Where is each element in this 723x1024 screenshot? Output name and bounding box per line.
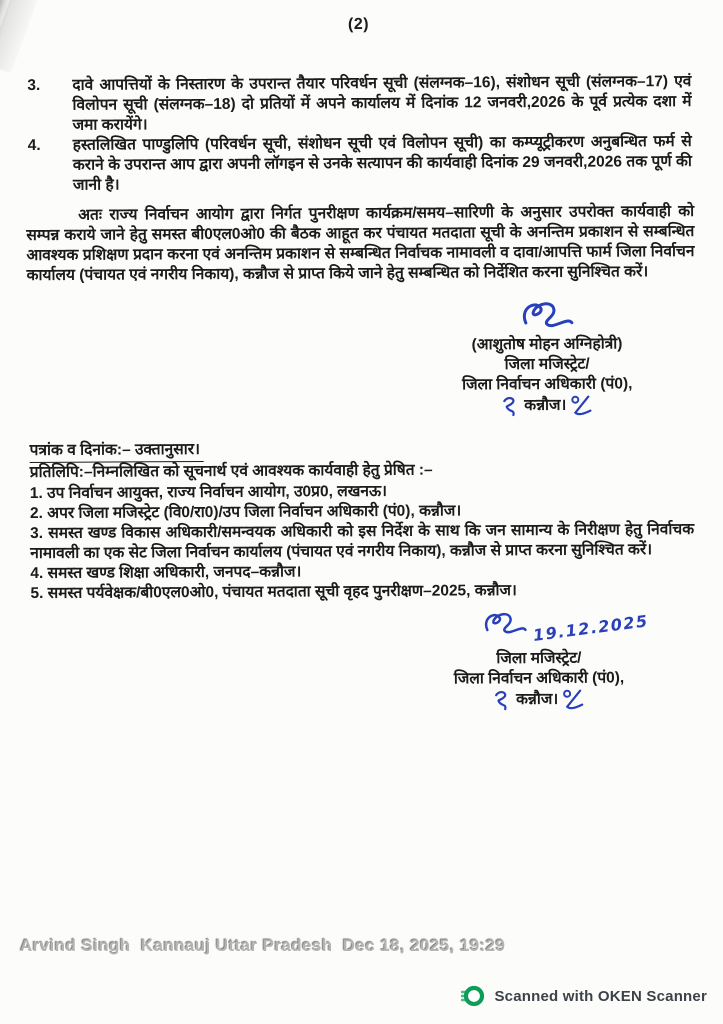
signatory-place-line [389,688,689,712]
signatory-place: कन्नौज। [516,690,559,709]
ink-initial-right-icon [562,689,586,711]
signatory-title-2: जिला निर्वाचन अधिकारी (पं0), [461,375,633,394]
ink-initial-left-icon [492,689,512,711]
copy-item: 2. अपर जिला मजिस्ट्रेट (वि0/रा0)/उप जिला निर्वाचन अधिकारी (पं0), कन्नौज। [29,502,462,523]
scanner-footer-label: Scanned with OKEN Scanner [494,987,707,1005]
signature-block-secondary [389,608,690,712]
copy-item: 5. समस्त पर्यवेक्षक/बी0एल0ओ0, पंचायत मतदाता सूची वृहद पुनरीक्षण–2025, कन्नौज। [30,582,517,603]
copy-item: 4. समस्त खण्ड शिक्षा अधिकारी, जनपद–कन्नौज। [30,563,302,583]
reference-line-wrap [30,440,204,463]
list-item-number: 3. [27,76,41,95]
numbered-directive-list [27,72,692,196]
signatory-name: (आशुतोष मोहन अग्निहोत्री) [471,335,623,354]
list-item-text: हस्तलिखित पाण्डुलिपि (परिवर्धन सूची, संशोधन सूची एवं विलोपन सूची) का कम्प्यूट्रीकरण अनुबन्धित फर्म से कराने के उपरान्त आप द्वारा अपनी लॉगइन से उनके सत्यापन की कार्यवाही दिनांक 29 जनवरी,2026 तक पूर्ण की जानी है। [72,132,692,194]
list-item [28,132,692,196]
copy-to-list [30,480,695,604]
scanner-footer [461,984,707,1008]
copy-item: 1. उप निर्वाचन आयुक्त, राज्य निर्वाचन आयोग, उ0प्र0, लखनऊ। [29,482,388,503]
list-item [27,72,691,136]
list-item-number: 4. [27,136,41,155]
oken-scanner-logo-icon [461,984,485,1008]
copy-item: 3. समस्त खण्ड विकास अधिकारी/समन्वयक अधिकारी को इस निर्देश के साथ कि जन सामान्य के निरीक्षण हेतु निर्वाचक नामावली का एक सेट जिला निर्वाचन कार्यालय (पंचायत एवं नगरीय निकाय), कन्नौज से प्राप्त करना सुनिश्चित करें। [30,520,695,563]
scan-watermark: Arvind Singh Kannauj Uttar Pradesh Dec 18, 2025, 19:29 [20,936,506,955]
signature-ink-row [389,608,689,650]
page-number: (2) [347,15,370,34]
signatory-place-line [397,394,697,418]
signatory-place: कन्नौज। [524,396,567,415]
signature-ink-icon [481,609,529,639]
reference-line: पत्रांक व दिनांक:– उक्तानुसार। [30,440,204,463]
ink-initial-right-icon [570,395,594,417]
closing-paragraph: अतः राज्य निर्वाचन आयोग द्वारा निर्गत पुनरीक्षण कार्यक्रम/समय–सारिणी के अनुसार उपरोक्त कार्यवाही को सम्पन्न कराये जाने हेतु समस्त बी0एल0ओ0 की बैठक आहूत कर पंचायत मतदाता सूची के अनन्तिम प्रकाशन से सम्बन्धित आवश्यक प्रशिक्षण प्रदान करना एवं अनन्तिम प्रकाशन से सम्बन्धित निर्वाचक नामावली व दावा/आपत्ति फार्म जिला निर्वाचन कार्यालय (पंचायत एवं नगरीय निकाय), कन्नौज से प्राप्त किये जाने हेतु सम्बन्धित को निर्देशित करना सुनिश्चित करें। [26,202,695,285]
handwritten-date: 19.12.2025 [531,611,650,645]
list-item-text: दावे आपत्तियों के निस्तारण के उपरान्त तैयार परिवर्धन सूची (संलग्नक–16), संशोधन सूची (संलग्नक–17) एवं विलोपन सूची (संलग्नक–18) दो प्रतियों में अपने कार्यालय में दिनांक 12 जनवरी,2026 के पूर्व प्रत्येक दशा में जमा करायेंगे। [72,72,692,134]
signature-ink-row [397,298,697,336]
copy-to-heading: प्रतिलिपि:–निम्नलिखित को सूचनार्थ एवं आवश्यक कार्यवाही हेतु प्रेषित :– [29,461,433,482]
signatory-title-1: जिला मजिस्ट्रेट/ [504,355,590,374]
ink-initial-left-icon [500,395,520,417]
signature-ink-icon [518,299,576,333]
signatory-title-2: जिला निर्वाचन अधिकारी (पं0), [453,669,625,688]
signatory-title-1: जिला मजिस्ट्रेट/ [496,649,582,668]
signature-block-primary [397,298,698,418]
